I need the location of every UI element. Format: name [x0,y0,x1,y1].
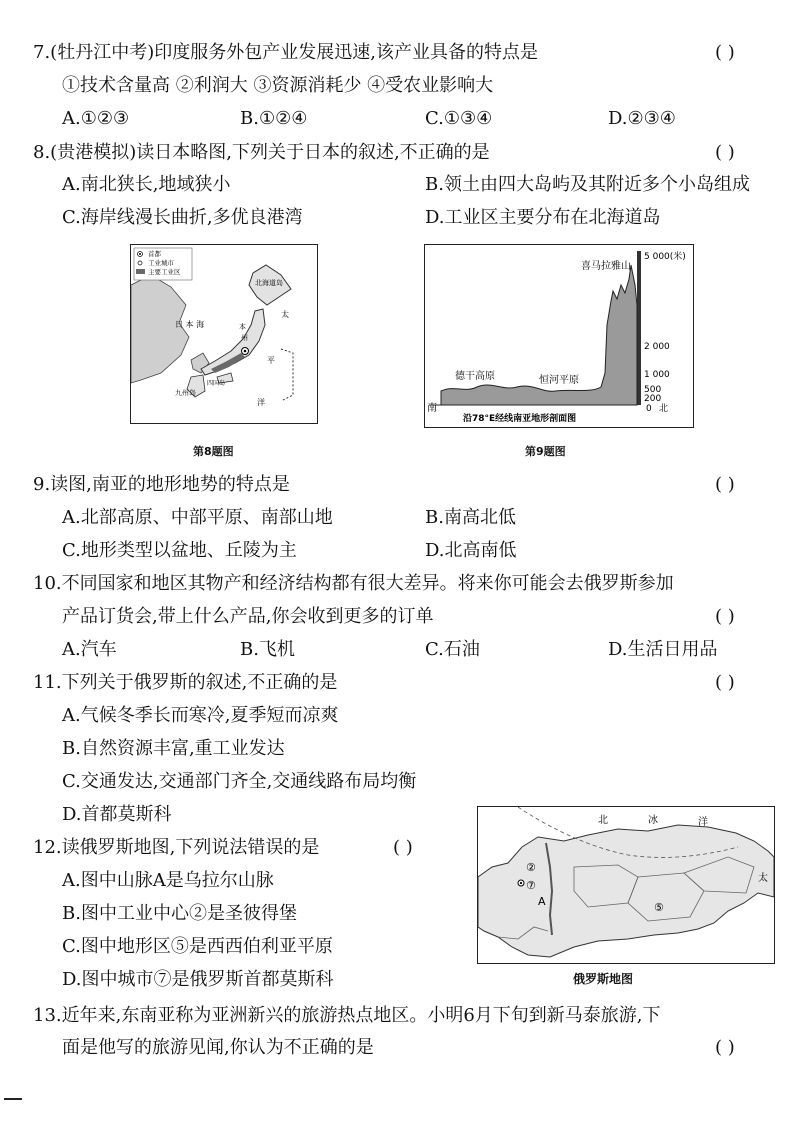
q11-option-c[interactable]: C.交通发达,交通部门齐全,交通线路布局均衡 [62,771,417,792]
south-asia-profile [424,244,694,428]
altitude-axis [637,251,641,405]
asia-mainland-shape [131,275,189,383]
q8-option-c[interactable]: C.海岸线漫长曲折,多优良港湾 [62,207,303,228]
q9-option-b[interactable]: B.南高北低 [425,507,516,528]
q10-option-b[interactable]: B.飞机 [240,639,295,660]
q7-stem: 7.(牡丹江中考)印度服务外包产业发展迅速,该产业具备的特点是 [33,42,538,63]
q11-option-d[interactable]: D.首都莫斯科 [62,804,172,825]
q10-option-d[interactable]: D.生活日用品 [608,639,718,660]
q10-stem-2: 产品订货会,带上什么产品,你会收到更多的订单 [62,606,434,627]
page-footer-dash [4,1098,22,1100]
tick-200: 200 [644,394,662,404]
label-honshu-1: 本 [239,323,246,331]
q8-answer-paren[interactable]: ( ) [715,142,735,163]
q9-option-d[interactable]: D.北高南低 [425,540,517,561]
label-pacific-3: 洋 [257,398,265,407]
label-city-2: ② [526,861,536,874]
q12-option-d[interactable]: D.图中城市⑦是俄罗斯首都莫斯科 [62,969,334,990]
q9-option-c[interactable]: C.地形类型以盆地、丘陵为主 [62,540,297,561]
label-pacific-2: 平 [267,356,275,365]
q12-answer-paren[interactable]: ( ) [393,837,413,858]
label-arctic-1: 北 [598,815,608,826]
label-kyushu: 九州岛 [175,389,196,397]
q12-stem: 12.读俄罗斯地图,下列说法错误的是 [33,837,320,858]
q8-option-b[interactable]: B.领土由四大岛屿及其附近多个小岛组成 [425,174,750,195]
q12-option-c[interactable]: C.图中地形区⑤是西西伯利亚平原 [62,936,333,957]
label-hokkaido: 北海道岛 [255,279,283,287]
q11-answer-paren[interactable]: ( ) [715,672,735,693]
q7-option-d[interactable]: D.②③④ [608,108,676,129]
label-sea-of-japan: 日 本 海 [175,320,205,329]
q7-items: ①技术含量高 ②利润大 ③资源消耗少 ④受农业影响大 [62,75,494,96]
q11-stem: 11.下列关于俄罗斯的叙述,不正确的是 [33,672,338,693]
fig9-caption: 第9题图 [525,445,566,458]
q10-option-c[interactable]: C.石油 [425,639,480,660]
label-pacific-1: 太 [281,310,289,319]
q9-option-a[interactable]: A.北部高原、中部平原、南部山地 [62,507,333,528]
label-arctic-2: 冰 [648,815,658,826]
q12-option-b[interactable]: B.图中工业中心②是圣彼得堡 [62,903,297,924]
q9-answer-paren[interactable]: ( ) [715,474,735,495]
q7-answer-paren[interactable]: ( ) [715,42,735,63]
label-deccan: 德干高原 [455,371,495,382]
label-south: 南 [427,403,437,414]
q12-option-a[interactable]: A.图中山脉A是乌拉尔山脉 [62,870,274,891]
q8-option-d[interactable]: D.工业区主要分布在北海道岛 [425,207,661,228]
russia-map [477,806,775,964]
q9-stem: 9.读图,南亚的地形地势的特点是 [33,474,290,495]
q10-option-a[interactable]: A.汽车 [62,639,117,660]
q8-stem: 8.(贵港模拟)读日本略图,下列关于日本的叙述,不正确的是 [33,142,490,163]
fig9-title: 沿78°E经线南亚地形剖面图 [463,414,577,424]
legend-industrial-city: 工业城市 [148,259,174,267]
label-shikoku: 四国岛 [207,380,226,387]
fig12-caption: 俄罗斯地图 [573,972,634,986]
label-honshu-2: 州 [241,334,248,342]
label-himalaya: 喜马拉雅山 [581,261,631,272]
label-north: 北 [659,404,669,414]
q10-stem-1: 10.不同国家和地区其物产和经济结构都有很大差异。将来你可能会去俄罗斯参加 [33,573,674,594]
honshu-shape [201,309,265,375]
label-city-7: ⑦ [526,879,536,892]
tick-500: 500 [644,385,662,395]
legend-capital: 首都 [148,250,161,258]
japan-map [130,244,318,424]
label-mountain-a: A [538,895,546,908]
tick-5000: 5 000(米) [644,252,686,262]
q11-option-b[interactable]: B.自然资源丰富,重工业发达 [62,738,285,759]
q7-option-c[interactable]: C.①③④ [425,108,493,129]
q8-option-a[interactable]: A.南北狭长,地域狭小 [62,174,231,195]
q13-stem-1: 13.近年来,东南亚称为亚洲新兴的旅游热点地区。小明6月下旬到新马泰旅游,下 [33,1005,661,1026]
tick-1000: 1 000 [644,370,670,380]
fig8-caption: 第8题图 [193,445,234,458]
label-ganges-plain: 恒河平原 [539,375,579,386]
q11-option-a[interactable]: A.气候冬季长而寒冷,夏季短而凉爽 [62,705,339,726]
russia-shape [478,825,774,957]
label-region-5: ⑤ [654,901,664,914]
q13-stem-2: 面是他写的旅游见闻,你认为不正确的是 [62,1037,374,1058]
label-pacific: 太 [758,873,768,884]
q10-answer-paren[interactable]: ( ) [715,606,735,627]
q7-option-b[interactable]: B.①②④ [240,108,308,129]
q13-answer-paren[interactable]: ( ) [715,1037,735,1058]
tick-2000: 2 000 [644,342,670,352]
label-arctic-3: 洋 [698,817,708,828]
q7-option-a[interactable]: A.①②③ [62,108,130,129]
legend-industrial-zone: 主要工业区 [148,268,181,276]
island-dotted-line [281,349,293,401]
tick-0: 0 [646,404,652,414]
